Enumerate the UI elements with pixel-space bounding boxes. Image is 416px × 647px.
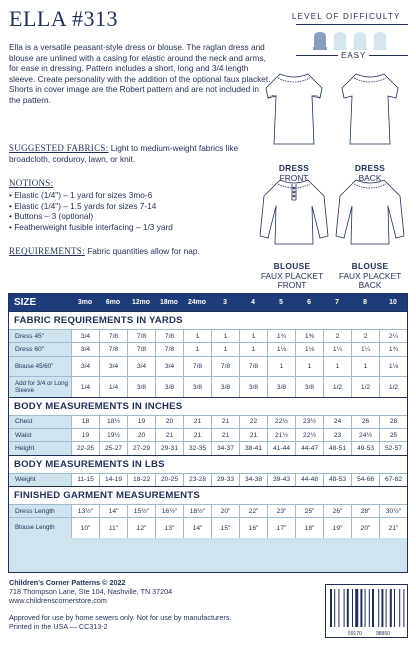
table-row [9,342,407,355]
barcode-bar [360,589,362,627]
value-cell: 28" [351,504,379,517]
value-cell: 32-35 [183,441,211,454]
value-cell: 19" [323,517,351,538]
row-label: Blouse Length [9,517,71,538]
table-row [9,329,407,342]
value-cell: 1 [183,329,211,342]
value-cell: 3/4 [71,342,99,355]
barcode-bar [369,589,370,627]
value-cell: 22½ [267,415,295,428]
notions-label: NOTIONS: [9,178,54,188]
suggested-fabrics-label: SUGGESTED FABRICS: [9,143,109,153]
value-cell: 18½" [183,504,211,517]
value-cell: 18" [295,517,323,538]
difficulty-thimbles [311,30,391,50]
value-cell: 2 [323,329,351,342]
value-cell: 25" [295,504,323,517]
value-cell: 67-82 [379,473,407,486]
row-label: Dress Length [9,504,71,517]
value-cell: 44-48 [295,473,323,486]
value-cell: 3/4 [71,356,99,377]
value-cell: 21 [211,428,239,441]
value-cell: 7/8 [183,356,211,377]
value-cell: 23-28 [183,473,211,486]
table-row [9,473,407,486]
barcode-bar [344,589,345,627]
value-cell: 54-66 [351,473,379,486]
thimble-icon [313,32,327,50]
value-cell: 2¼ [379,329,407,342]
difficulty-level: EASY [338,51,369,60]
notions-list [9,190,271,232]
section-heading: FABRIC REQUIREMENTS IN YARDS [9,311,407,329]
row-label: Dress 45" [9,329,71,342]
value-cell: 26" [323,504,351,517]
notion-item: • Buttons – 3 (optional) [9,211,94,222]
value-cell: 1⅛ [379,356,407,377]
pattern-intro: Ella is a versatile peasant-style dress or blouse. The raglan dress and blouse are unlined with a casing for elastic around the neck and arms, for ease in dressing. Pattern includes a short, long and 3/4 length sleeve. Create personality with the addition of the optional faux placket. Shorts in cover image are the Robert pattern and are not included in the pattern. [9,42,271,105]
barcode-bar [378,589,379,627]
value-cell: 1/4 [71,376,99,397]
value-cell: 28 [379,415,407,428]
suggested-fabrics [9,143,271,164]
notion-item: • Featherweight fusible interfacing – 1/3 yard [9,221,173,232]
value-cell: 16½" [155,504,183,517]
value-cell: 14" [183,517,211,538]
size-header-cell: 6mo [105,299,121,306]
barcode-bar [403,589,404,627]
blouse-back-illustration [336,180,404,244]
suggested-fabrics-text: Light to medium-weight fabrics like broadcloth, corduroy, lawn, or knit. [9,143,239,164]
value-cell: 20-25 [155,473,183,486]
value-cell: 11" [99,517,127,538]
value-cell: 21 [183,415,211,428]
barcode-bar [394,589,395,627]
value-cell: 1¼ [351,342,379,355]
barcode-bar [386,589,387,627]
value-cell: 21½ [267,428,295,441]
value-cell: 24½ [351,428,379,441]
value-cell: 39-43 [267,473,295,486]
barcode-bar [334,589,335,627]
value-cell: 3/4 [155,356,183,377]
row-label: Weight [9,473,71,486]
notion-item: • Elastic (1/4") – 1.5 yards for sizes 7-14 [9,200,157,211]
value-cell: 1¼ [323,342,351,355]
value-cell: 16" [239,517,267,538]
value-cell: 7/8 [239,356,267,377]
value-cell: 23" [267,504,295,517]
table-row [9,428,407,441]
thimble-icon [353,32,367,50]
value-cell: 26 [351,415,379,428]
size-header-cell: 3mo [77,299,93,306]
footer-info [9,578,172,605]
size-header-cell: 7 [335,299,339,306]
value-cell: 3/8 [239,376,267,397]
table-row [9,441,407,454]
row-label: Height [9,441,71,454]
value-cell: 22" [239,504,267,517]
section-heading: BODY MEASUREMENTS IN LBS [9,455,407,473]
value-cell: 14-19 [99,473,127,486]
section-heading: FINISHED GARMENT MEASUREMENTS [9,486,407,504]
print-note: Printed in the USA — CC313-2 [9,622,108,631]
company-name: Children's Corner Patterns © 2022 [9,578,126,587]
value-cell: 34-38 [239,473,267,486]
value-cell: 21 [155,428,183,441]
value-cell: 25 [379,428,407,441]
value-cell: 7/8 [99,329,127,342]
table-row [9,504,407,517]
table-row [9,517,407,538]
value-cell: 3/4 [99,356,127,377]
value-cell: 41-44 [267,441,295,454]
barcode-bar [338,589,339,627]
value-cell: 18½ [99,415,127,428]
barcode-bar [365,589,366,627]
barcode-bar [390,589,392,627]
value-cell: 18-22 [127,473,155,486]
value-cell: 19 [71,428,99,441]
value-cell: 48-51 [323,441,351,454]
barcode-bars-icon [326,585,407,637]
value-cell: 1 [239,342,267,355]
row-label: Chest [9,415,71,428]
value-cell: 1⅛ [295,342,323,355]
value-cell: 13½" [71,504,99,517]
value-cell: 21 [211,415,239,428]
value-cell: 15½" [127,504,155,517]
value-cell: 17" [267,517,295,538]
barcode-bar [330,589,332,627]
value-cell: 3/8 [155,376,183,397]
value-cell: 49-53 [351,441,379,454]
value-cell: 7/8 [155,329,183,342]
usage-note: Approved for use by home sewers only. Not for use by manufacturers. [9,613,232,622]
requirements-label: REQUIREMENTS: [9,246,85,256]
value-cell: 13" [155,517,183,538]
value-cell: 48-53 [323,473,351,486]
value-cell: 1 [267,356,295,377]
row-label: Dress 60" [9,342,71,355]
value-cell: 14" [99,504,127,517]
size-header-cell: 6 [307,299,311,306]
value-cell: 3/8 [267,376,295,397]
value-cell: 1⅜ [295,329,323,342]
value-cell: 7/8 [127,342,155,355]
value-cell: 1/2 [351,376,379,397]
value-cell: 1 [351,356,379,377]
row-label: Blouse 45/60" [9,356,71,377]
value-cell: 25-27 [99,441,127,454]
thimble-icon [373,32,387,50]
value-cell: 3/4 [71,329,99,342]
value-cell: 12" [127,517,155,538]
size-header-label: SIZE [14,297,37,308]
section-heading: BODY MEASUREMENTS IN INCHES [9,397,407,415]
value-cell: 1 [183,342,211,355]
size-header-cell: 3 [223,299,227,306]
value-cell: 18 [71,415,99,428]
barcode-number-left: 59170 [348,631,362,637]
barcode-bar [347,589,349,627]
difficulty-divider [296,24,408,25]
table-row [9,415,407,428]
value-cell: 1 [239,329,267,342]
value-cell: 20" [211,504,239,517]
size-header-cell: 10 [389,299,397,306]
barcode-bar [372,589,374,627]
value-cell: 23½ [295,415,323,428]
blouse-front-illustration [260,180,328,244]
value-cell: 20 [155,415,183,428]
value-cell: 21 [239,428,267,441]
value-cell: 11-15 [71,473,99,486]
size-header-cell: 12mo [131,299,150,306]
value-cell: 7/8 [127,329,155,342]
barcode-bar [352,589,353,627]
value-cell: 1 [323,356,351,377]
value-cell: 2 [351,329,379,342]
size-header-row [9,294,407,311]
value-cell: 7/8 [211,356,239,377]
value-cell: 1/2 [323,376,351,397]
garment-label-dress-front: DRESS FRONT [278,163,310,183]
value-cell: 22½ [295,428,323,441]
garment-label-blouse-front: BLOUSE FAUX PLACKET FRONT [260,261,324,291]
value-cell: 21" [379,517,407,538]
notion-item: • Elastic (1/4") – 1 yard for sizes 3mo-6 [9,190,153,200]
value-cell: 1¾ [267,329,295,342]
value-cell: 1 [295,356,323,377]
value-cell: 19 [127,415,155,428]
value-cell: 29-31 [155,441,183,454]
value-cell: 3/8 [183,376,211,397]
difficulty-label: LEVEL OF DIFFICULTY [292,12,401,21]
value-cell: 29-33 [211,473,239,486]
barcode [325,584,408,638]
value-cell: 38-41 [239,441,267,454]
size-header-cell: 24mo [187,299,206,306]
value-cell: 1¾ [379,342,407,355]
value-cell: 22 [239,415,267,428]
footer-notes [9,613,231,631]
value-cell: 3/8 [295,376,323,397]
value-cell: 10" [71,517,99,538]
value-cell: 21 [183,428,211,441]
value-cell: 7/8 [99,342,127,355]
value-cell: 22-25 [71,441,99,454]
value-cell: 24 [323,415,351,428]
value-cell: 23 [323,428,351,441]
value-cell: 1/2 [379,376,407,397]
value-cell: 3/4 [127,356,155,377]
value-cell: 1 [211,342,239,355]
value-cell: 3/8 [127,376,155,397]
value-cell: 19½ [99,428,127,441]
value-cell: 20" [351,517,379,538]
value-cell: 27-29 [127,441,155,454]
garment-label-dress-back: DRESS BACK [354,163,386,183]
garment-label-blouse-back: BLOUSE FAUX PLACKET BACK [338,261,402,291]
value-cell: 15" [211,517,239,538]
size-header-cell: 8 [363,299,367,306]
size-header-cell: 5 [279,299,283,306]
dress-back-illustration [342,74,398,144]
value-cell: 20 [127,428,155,441]
requirements [9,246,271,256]
value-cell: 30½" [379,504,407,517]
dress-front-illustration [266,74,322,144]
barcode-number-right: 98860 [376,631,390,637]
value-cell: 1 [211,329,239,342]
thimble-icon [333,32,347,50]
company-address: 718 Thompson Lane, Ste 104, Nashville, TN 37204 [9,587,173,596]
size-chart-table [8,293,408,573]
value-cell: 34-37 [211,441,239,454]
barcode-bar [399,589,400,627]
value-cell: 1/4 [99,376,127,397]
size-header-cell: 4 [251,299,255,306]
table-row [9,376,407,397]
value-cell: 3/8 [211,376,239,397]
value-cell: 1⅛ [267,342,295,355]
row-label: Waist [9,428,71,441]
value-cell: 44-47 [295,441,323,454]
value-cell: 7/8 [155,342,183,355]
table-row [9,356,407,377]
value-cell: 52-57 [379,441,407,454]
pattern-title: ELLA #313 [9,6,118,31]
barcode-bar [355,589,358,627]
requirements-text: Fabric quantities allow for nap. [84,246,200,256]
barcode-bar [381,589,383,627]
size-header-cell: 18mo [159,299,178,306]
row-label: Add for 3/4 or Long Sleeve [9,376,71,397]
company-website[interactable]: www.childrenscornerstore.com [9,596,107,605]
